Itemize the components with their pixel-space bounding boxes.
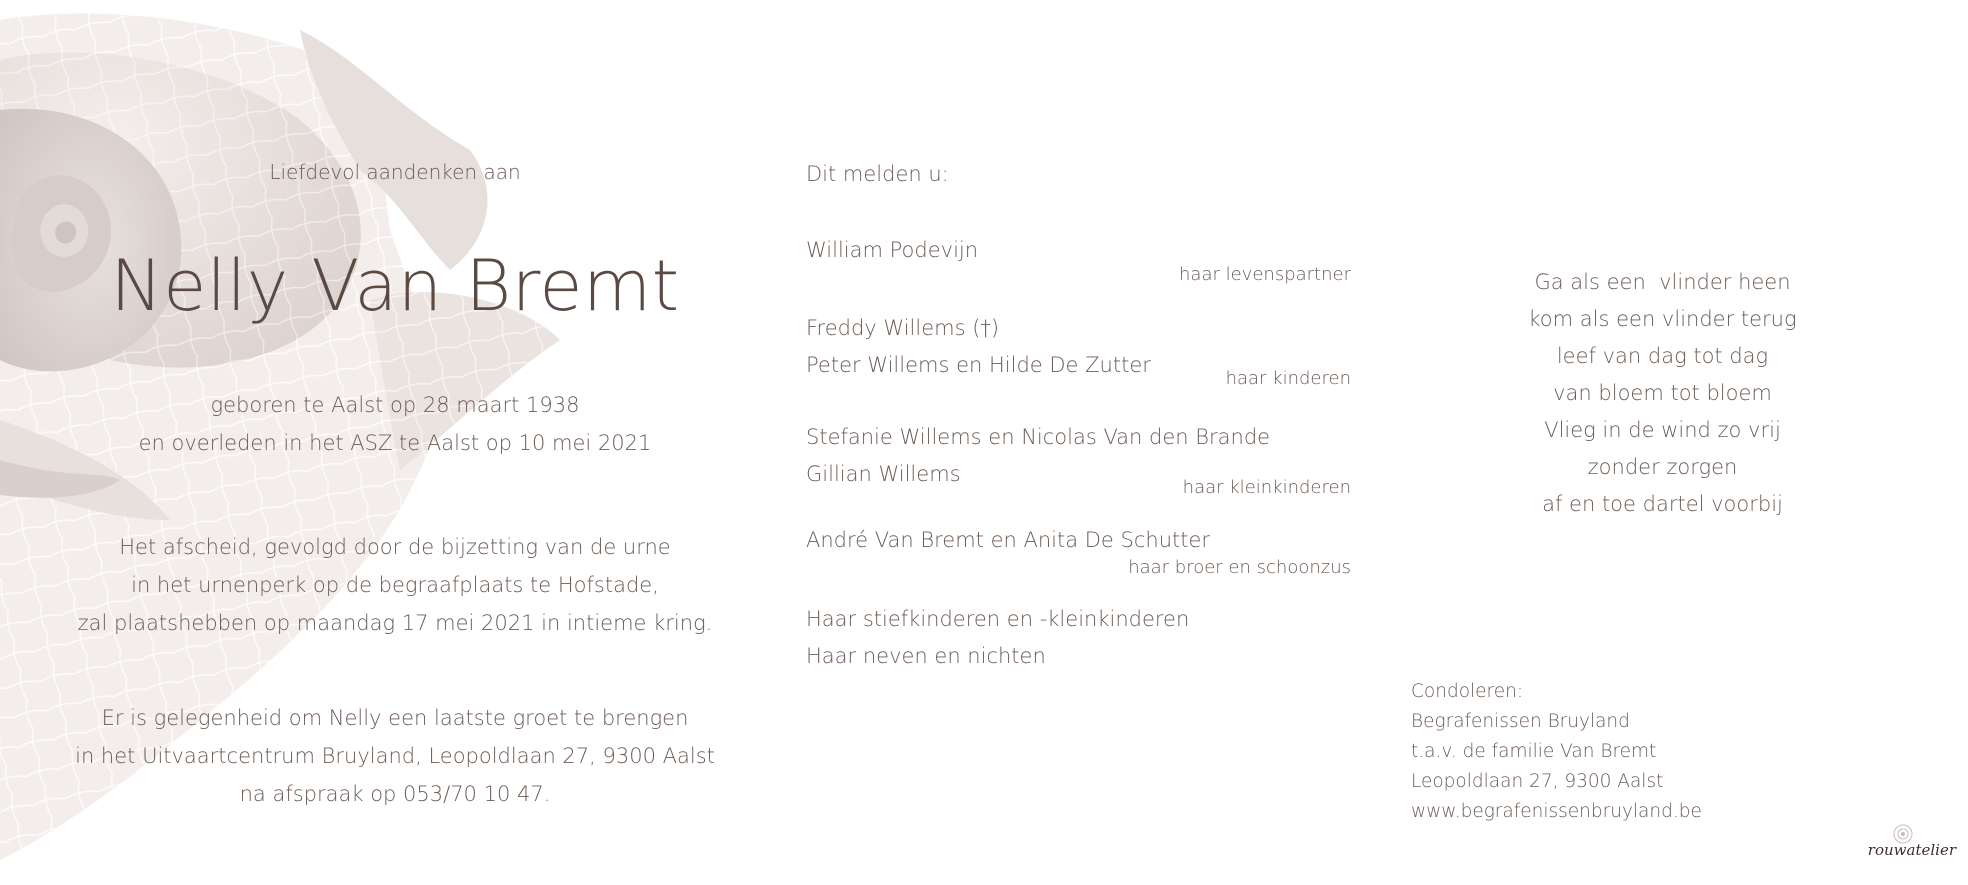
visit-line: na afspraak op 053/70 10 47. (239, 782, 551, 806)
family-member: Haar stiefkinderen en -kleinkinderen (806, 607, 1190, 631)
farewell-block (60, 528, 730, 642)
poem-line: af en toe dartel voorbij (1542, 492, 1783, 516)
farewell-line: in het urnenperk op de begraafplaats te Hofstade, (131, 573, 659, 597)
brand-text: rouwatelier (1867, 841, 1956, 859)
family-member: Haar neven en nichten (806, 644, 1046, 668)
poem-line: Vlieg in de wind zo vrij (1544, 418, 1781, 442)
death-line: en overleden in het ASZ te Aalst op 10 mei 2021 (138, 431, 652, 455)
farewell-line: Het afscheid, gevolgd door de bijzetting van de urne (119, 535, 671, 559)
poem-line: Ga als een vlinder heen (1534, 270, 1791, 294)
family-member: Gillian Willems (806, 462, 961, 486)
family-group (806, 310, 1351, 389)
visit-line: in het Uitvaartcentrum Bruyland, Leopoldlaan 27, 9300 Aalst (75, 744, 715, 768)
family-group (806, 238, 1351, 285)
brand-logo (1846, 819, 1956, 867)
poem-line: zonder zorgen (1587, 455, 1738, 479)
relation-label: haar levenspartner (1179, 264, 1351, 285)
attention-line: t.a.v. de familie Van Bremt (1411, 741, 1657, 762)
poem-line: leef van dag tot dag (1556, 344, 1769, 368)
family-member: Stefanie Willems en Nicolas Van den Brande (806, 425, 1271, 449)
visit-block (60, 699, 730, 813)
family-group (806, 601, 1351, 675)
farewell-line: zal plaatshebben op maandag 17 mei 2021 in intieme kring. (77, 611, 713, 635)
funeral-home-name: Begrafenissen Bruyland (1411, 711, 1630, 732)
relation-label: haar kinderen (1225, 368, 1351, 389)
dates-block (60, 386, 730, 462)
family-member: Freddy Willems (†) (806, 316, 1000, 340)
poem-line: kom als een vlinder terug (1528, 307, 1797, 331)
deceased-name: Nelly Van Bremt (110, 245, 680, 327)
relation-label: haar kleinkinderen (1182, 477, 1351, 498)
condolences-block (1411, 677, 1702, 827)
family-member: André Van Bremt en Anita De Schutter (806, 528, 1211, 552)
birth-line: geboren te Aalst op 28 maart 1938 (210, 393, 580, 417)
family-group (806, 419, 1351, 498)
family-heading: Dit melden u: (806, 162, 949, 186)
family-member: Peter Willems en Hilde De Zutter (806, 353, 1151, 377)
family-group (806, 528, 1351, 578)
website-link[interactable]: www.begrafenissenbruyland.be (1411, 801, 1702, 822)
relation-label: haar broer en schoonzus (1128, 557, 1351, 578)
address-line: Leopoldlaan 27, 9300 Aalst (1411, 771, 1664, 792)
poem-line: van bloem tot bloem (1553, 381, 1772, 405)
condolences-heading: Condoleren: (1411, 681, 1524, 702)
poem (1480, 264, 1845, 523)
family-member: William Podevijn (806, 238, 979, 262)
intro-text: Liefdevol aandenken aan (269, 160, 521, 184)
visit-line: Er is gelegenheid om Nelly een laatste groet te brengen (101, 706, 689, 730)
